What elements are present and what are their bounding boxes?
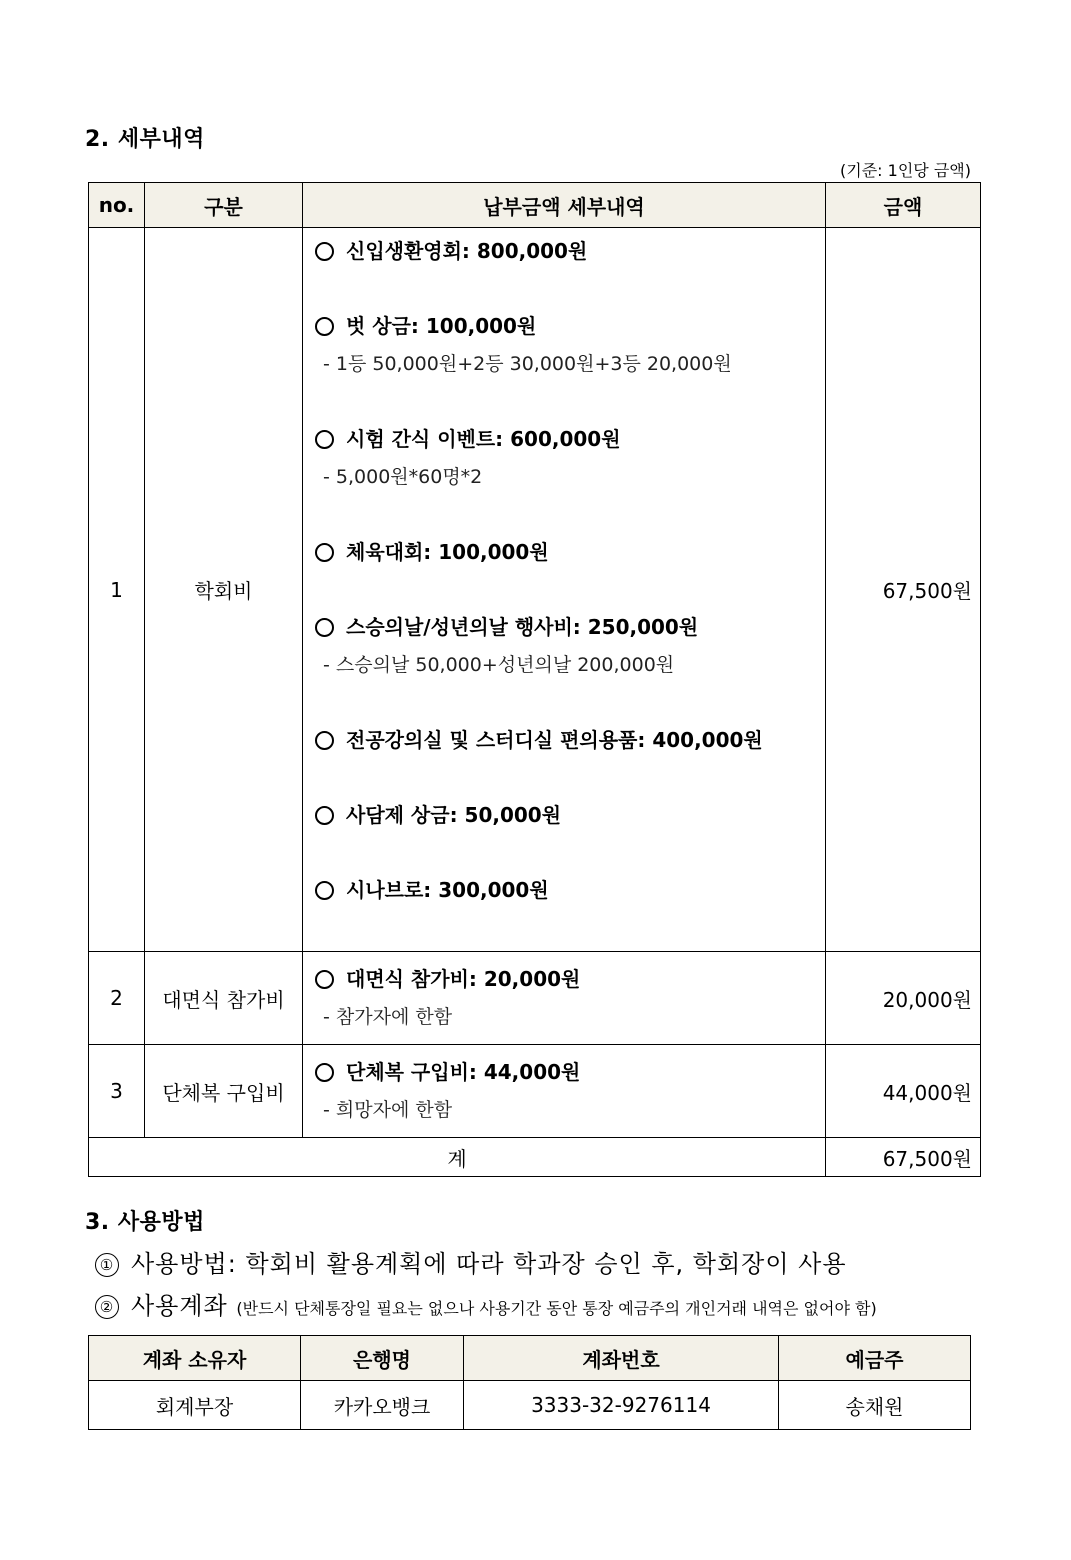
usage-note: (반드시 단체통장일 필요는 없으나 사용기간 동안 통장 예금주의 개인거래 내역은 없어야 함): [236, 1299, 877, 1318]
circle-bullet-icon: [315, 430, 334, 449]
header-number: 계좌번호: [464, 1336, 779, 1381]
row-no: 2: [89, 952, 145, 1045]
circle-bullet-icon: [315, 543, 334, 562]
account-holder: 송채원: [779, 1381, 971, 1430]
list-item: 사담제 상금: 50,000원: [315, 796, 825, 834]
list-item-sub: - 스승의날 50,000+성년의날 200,000원: [323, 654, 675, 676]
header-detail: 납부금액 세부내역: [303, 183, 826, 228]
list-item: 시험 간식 이벤트: 600,000원: [315, 420, 825, 458]
row-detail: [303, 228, 826, 952]
list-item-sub: - 5,000원*60명*2: [323, 466, 483, 488]
list-item: 벗 상금: 100,000원: [315, 307, 825, 345]
circle-bullet-icon: [315, 618, 334, 637]
total-amount: 67,500원: [826, 1138, 981, 1177]
basis-note: (기준: 1인당 금액): [840, 161, 971, 180]
table-row: [89, 1045, 981, 1138]
header-owner: 계좌 소유자: [89, 1336, 301, 1381]
number-1-icon: ①: [95, 1253, 119, 1277]
list-item-sub: - 참가자에 한함: [323, 1006, 453, 1028]
list-item: 대면식 참가비: 20,000원: [315, 960, 825, 998]
list-item: 전공강의실 및 스터디실 편의용품: 400,000원: [315, 721, 825, 759]
row-category: 단체복 구입비: [145, 1045, 303, 1138]
account-owner: 회계부장: [89, 1381, 301, 1430]
account-number: 3333-32-9276114: [464, 1381, 779, 1430]
circle-bullet-icon: [315, 731, 334, 750]
circle-bullet-icon: [315, 317, 334, 336]
number-2-icon: ②: [95, 1295, 119, 1319]
list-item: 신입생환영회: 800,000원: [315, 232, 825, 270]
detail-header-row: [89, 183, 981, 228]
list-item: 단체복 구입비: 44,000원: [315, 1053, 825, 1091]
table-row: [89, 952, 981, 1045]
circle-bullet-icon: [315, 1063, 334, 1082]
usage-line-2: ② 사용계좌 (반드시 단체통장일 필요는 없으나 사용기간 동안 통장 예금주의 개인거래 내역은 없어야 함): [95, 1286, 877, 1321]
table-row: [89, 228, 981, 952]
circle-bullet-icon: [315, 806, 334, 825]
row-category: 학회비: [145, 228, 303, 952]
header-holder: 예금주: [779, 1336, 971, 1381]
row-detail: [303, 1045, 826, 1138]
header-no: no.: [89, 183, 145, 228]
total-label: 계: [89, 1138, 826, 1177]
circle-bullet-icon: [315, 881, 334, 900]
row-no: 3: [89, 1045, 145, 1138]
header-category: 구분: [145, 183, 303, 228]
row-detail: [303, 952, 826, 1045]
section3-title: 3. 사용방법: [85, 1210, 205, 1235]
circle-bullet-icon: [315, 970, 334, 989]
list-item: 체육대회: 100,000원: [315, 533, 825, 571]
section2-title: 2. 세부내역: [85, 127, 205, 152]
account-bank: 카카오뱅크: [301, 1381, 464, 1430]
account-header-row: [89, 1336, 971, 1381]
table-row: [89, 1381, 971, 1430]
row-amount: 67,500원: [826, 228, 981, 952]
header-amount: 금액: [826, 183, 981, 228]
account-table: [88, 1335, 971, 1430]
usage-line-1: ① 사용방법: 학회비 활용계획에 따라 학과장 승인 후, 학회장이 사용: [95, 1244, 847, 1279]
header-bank: 은행명: [301, 1336, 464, 1381]
row-no: 1: [89, 228, 145, 952]
total-row: [89, 1138, 981, 1177]
detail-table: [88, 182, 981, 1177]
list-item-sub: - 1등 50,000원+2등 30,000원+3등 20,000원: [323, 353, 732, 375]
list-item: 시나브로: 300,000원: [315, 871, 825, 909]
list-item-sub: - 희망자에 한함: [323, 1099, 453, 1121]
list-item: 스승의날/성년의날 행사비: 250,000원: [315, 608, 825, 646]
row-category: 대면식 참가비: [145, 952, 303, 1045]
row-amount: 44,000원: [826, 1045, 981, 1138]
circle-bullet-icon: [315, 242, 334, 261]
row-amount: 20,000원: [826, 952, 981, 1045]
